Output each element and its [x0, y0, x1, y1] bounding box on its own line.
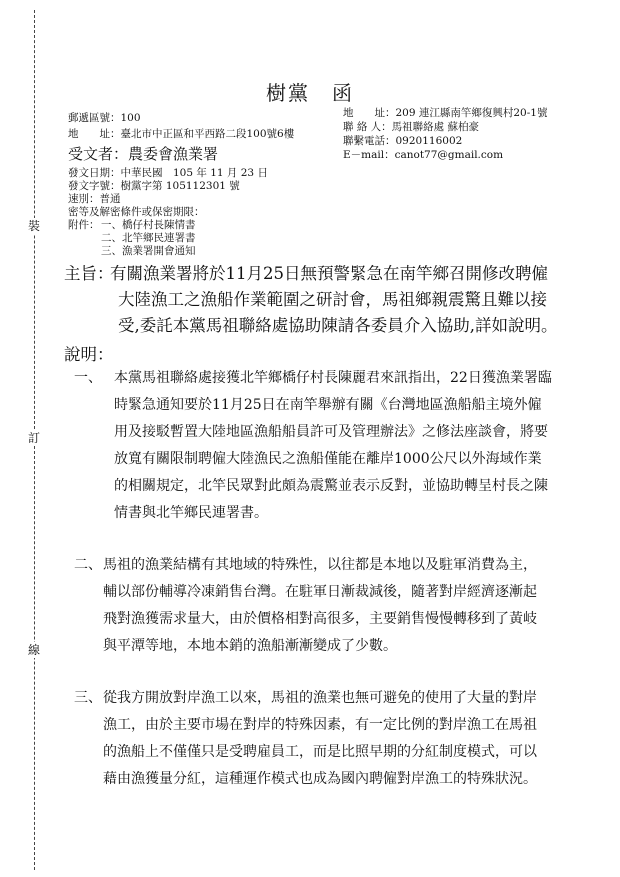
attachment-item: 三、漁業署開會通知 — [101, 245, 196, 257]
item-line: 放寬有關限制聘僱大陸漁民之漁船僅能在離岸1000公尺以外海域作業 — [114, 451, 542, 467]
postal-code: 郵遞區號：100 — [68, 112, 141, 124]
binding-mark-ding: 訂 — [27, 431, 40, 445]
recipient — [68, 143, 218, 164]
recipient-label: 受文者： — [68, 145, 129, 163]
sender-address-label: 地 址： — [68, 128, 121, 140]
contact-person: 聯 絡 人：馬祖聯絡處 蘇柏豪 — [343, 121, 480, 133]
delivery-speed: 速別：普通 — [68, 193, 121, 205]
item-line: 從我方開放對岸漁工以來，馬祖的漁業也無可避免的使用了大量的對岸 — [103, 690, 537, 706]
attachment-item: 二、北竿鄉民連署書 — [101, 232, 196, 244]
secrecy-level: 密等及解密條件或保密期限： — [68, 206, 205, 218]
binding-mark-zhuang: 裝 — [27, 219, 40, 233]
attachments-label: 附件： — [68, 219, 100, 231]
subject-label: 主旨： — [64, 264, 114, 283]
contact-phone: 聯繫電話：0920116002 — [343, 135, 463, 147]
item-line: 飛對漁獲需求量大，由於價格相對高很多，主要銷售慢慢轉移到了黃岐 — [103, 611, 537, 627]
attachment-item: 一、橋仔村長陳情書 — [101, 219, 196, 231]
item-line: 情書與北竿鄉民連署書。 — [114, 505, 268, 521]
item-line: 的漁船上不僅僅只是受聘雇員工，而是比照早期的分紅制度模式，可以 — [103, 744, 537, 760]
item-line: 用及接駁暫置大陸地區漁船船員許可及管理辦法》之修法座談會，將要 — [114, 424, 548, 440]
explanation-label: 說明： — [64, 345, 114, 364]
item-number: 二、 — [74, 557, 102, 573]
item-line: 馬祖的漁業結構有其地域的特殊性，以往都是本地以及駐軍消費為主， — [103, 557, 537, 573]
item-line: 輔以部份輔導冷凍銷售台灣。在駐軍日漸裁減後，隨著對岸經濟逐漸起 — [103, 584, 537, 600]
issue-date: 發文日期：中華民國 105 年 11 月 23 日 — [68, 167, 268, 179]
item-line: 藉由漁獲量分紅，這種運作模式也成為國內聘僱對岸漁工的特殊狀況。 — [103, 771, 537, 787]
sender-address — [68, 128, 294, 141]
item-line: 與平潭等地，本地本銷的漁船漸漸變成了少數。 — [103, 638, 397, 654]
item-number: 一、 — [74, 370, 102, 386]
item-number: 三、 — [74, 690, 102, 706]
issue-number: 發文字號：樹黨字第 105112301 號 — [68, 180, 240, 192]
contact-email: E－mail：canot77@gmail.com — [343, 149, 504, 161]
item-line: 漁工，由於主要市場在對岸的特殊因素，有一定比例的對岸漁工在馬祖 — [103, 717, 537, 733]
subject-line: 有關漁業署將於11月25日無預警緊急在南竿鄉召開修改聘僱 — [110, 264, 548, 283]
item-line: 的相關規定，北竿民眾對此頗為震驚並表示反對，並協助轉呈村長之陳 — [114, 478, 548, 494]
item-line: 時緊急通知要於11月25日在南竿舉辦有關《台灣地區漁船船主境外僱 — [114, 397, 542, 413]
document-title: 樹黨 函 — [266, 81, 354, 105]
contact-address: 地 址：209 連江縣南竿鄉復興村20-1號 — [343, 107, 548, 119]
subject-line: 大陸漁工之漁船作業範圍之研討會，馬祖鄉親震驚且難以接 — [118, 290, 547, 309]
recipient-value: 農委會漁業署 — [128, 145, 219, 163]
binding-mark-xian: 線 — [27, 643, 40, 657]
subject-line: 受,委託本黨馬祖聯絡處協助陳請各委員介入協助,詳如說明。 — [118, 316, 558, 335]
item-line: 本黨馬祖聯絡處接獲北竿鄉橋仔村長陳麗君來訊指出，22日獲漁業署臨 — [114, 370, 552, 386]
sender-address-value: 臺北市中正區和平西路二段100號6樓 — [120, 128, 295, 140]
